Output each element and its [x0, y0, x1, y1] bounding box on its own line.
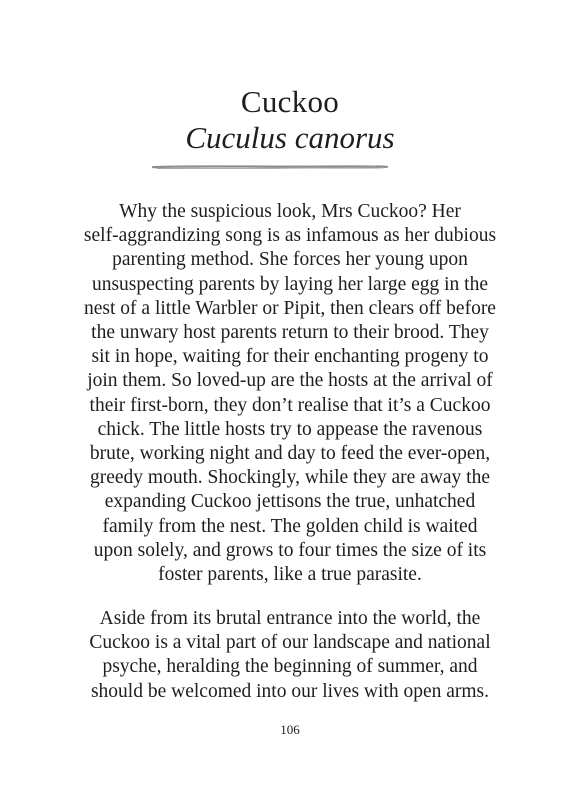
paragraph-line: the unwary host parents return to their brood. They	[91, 322, 489, 344]
paragraph-line: upon solely, and grows to four times the size of its	[93, 539, 487, 561]
paragraph-line: foster parents, like a true parasite.	[158, 564, 422, 586]
paragraph-line: brute, working night and day to feed the ever-open,	[89, 443, 491, 465]
paragraph-line: unsuspecting parents by laying her large egg in the	[91, 273, 489, 295]
paragraph-line: Aside from its brutal entrance into the world, the	[99, 608, 481, 629]
paragraph-line: should be welcomed into our lives with open arms.	[90, 680, 490, 702]
page-number: 106	[280, 722, 300, 737]
paragraph-line: Why the suspicious look, Mrs Cuckoo? Her	[119, 201, 461, 222]
paragraph-line: expanding Cuckoo jettisons the true, unhatched	[104, 491, 476, 513]
paragraph-line: Cuckoo is a vital part of our landscape and national	[89, 632, 491, 654]
page-title: Cuckoo	[240, 84, 340, 119]
paragraph-line: chick. The little hosts try to appease the ravenous	[97, 418, 483, 440]
decorative-rule	[151, 162, 389, 172]
paragraph-line: greedy mouth. Shockingly, while they are away the	[90, 467, 490, 489]
paragraph-line: self-aggrandizing song is as infamous as her dubious	[83, 225, 497, 247]
paragraph-line: family from the nest. The golden child is waited	[102, 515, 478, 537]
paragraph-line: parenting method. She forces her young upon	[112, 249, 468, 271]
paragraph-line: sit in hope, waiting for their enchanting progeny to	[91, 346, 489, 368]
paragraph-line: their first-born, they don’t realise that it’s a Cuckoo	[89, 394, 491, 416]
paragraph-line: join them. So loved-up are the hosts at the arrival of	[87, 370, 493, 392]
paragraph-2	[72, 607, 508, 704]
paragraph-line: nest of a little Warbler or Pipit, then clears off before	[84, 297, 496, 319]
paragraph-line: psyche, heralding the beginning of summer, and	[102, 656, 478, 678]
paragraph-1	[72, 200, 508, 587]
latin-name: Cuculus canorus	[185, 120, 395, 155]
